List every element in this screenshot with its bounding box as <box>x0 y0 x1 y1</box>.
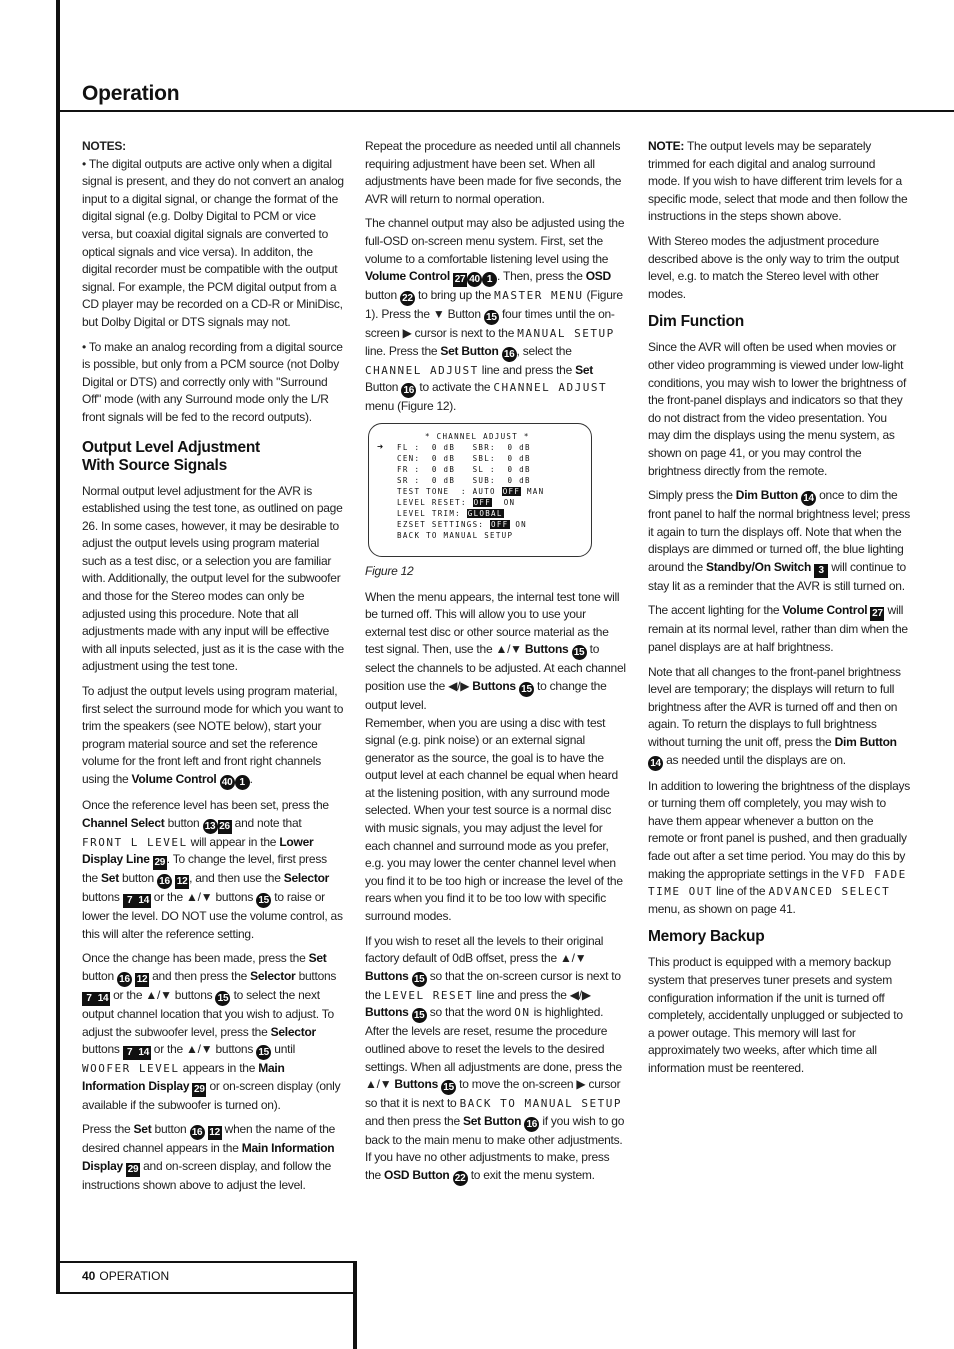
menu-line: EZSET SETTINGS: OFF ON <box>397 519 527 529</box>
paragraph: Press the Set button 16 12 when the name of the desired channel appears in the Main Information Display 29 and on-screen display, and follow the instructions shown above to adjust the level. <box>82 1122 336 1192</box>
ref-badge: 16 <box>117 972 132 987</box>
menu-line: CEN: 0 dB SBL: 0 dB <box>397 453 531 463</box>
ref-badge: 15 <box>256 893 271 908</box>
menu-cursor-arrow-icon: ➜ <box>377 441 385 453</box>
ref-badge: 15 <box>441 1080 456 1095</box>
paragraph: To adjust the output levels using program material, first select the surround mode for which you want to trim the speakers (see NOTE below), start your program material source and set the reference volume for the front left and front right channels using the Volume Control 40 1 . <box>82 684 344 788</box>
ref-box: 29 <box>127 1163 139 1175</box>
top-left-rule <box>56 0 60 112</box>
ref-badge: 1 <box>235 775 250 790</box>
paragraph: With Stereo modes the adjustment procedure described above is the only way to trim the output level, e.g. to match the Stereo level with other modes. <box>648 233 899 301</box>
ref-box: 14 <box>138 1047 150 1059</box>
ref-box: 12 <box>176 876 188 888</box>
paragraph: The channel output may also be adjusted using the full-OSD on-screen menu system. First, set the volume to a comfortable listening level using the Volume Control 27 40 1 . Then, press the OSD button 22 to bring up the MASTER MENU (Figure 1). Press the ▼ Button 15 four times until the on-screen ▶ cursor is next to the MANUAL SETUP line. Press the Set Button 16 , select the CHANNEL ADJUST line and press the Set Button 16 to activate the CHANNEL ADJUST menu (Figure 12). <box>365 216 625 414</box>
paragraph: If you wish to reset all the levels to their original factory default of 0dB offset, press the ▲/▼ Buttons 15 so that the on-screen cursor is next to the LEVEL RESET line and press the ◀/▶ Buttons 15 so that the word ON is highlighted. After the levels are reset, resume the procedure outlined above to reset the levels to the desired settings. When all adjustments are done, press the ▲/▼ Buttons 15 to move the on-screen ▶ cursor so that it is next to BACK TO MANUAL SETUP and then press the Set Button 16 if you wish to go back to the main menu to make other adjustments. If you have no other adjustments to make, press the OSD Button 22 to exit the menu system. <box>365 933 625 1184</box>
footer-section: OPERATION <box>99 1269 170 1283</box>
page-footer <box>82 1269 169 1283</box>
page-number: 40 <box>82 1269 96 1283</box>
paragraph: Once the reference level has been set, press the Channel Select button 13 26 and note that FRONT L LEVEL will appear in the Lower Display Line 29 . To change the level, first press the Set button 16 12 , and then use the Selector buttons 7 14 or the ▲/▼ buttons 15 to raise or lower the level. DO NOT use the volume control, as this will alter the reference setting. <box>82 798 343 941</box>
ref-badge: 15 <box>572 645 587 660</box>
section-heading-output-level: Output Level Adjustment With Source Signals <box>82 438 260 474</box>
menu-line: TEST TONE : AUTO OFF MAN <box>397 486 545 496</box>
page-title: Operation <box>82 82 180 105</box>
footer-rule-top <box>56 1261 356 1263</box>
ref-badge: 16 <box>190 1125 205 1140</box>
menu-line: LEVEL TRIM: GLOBAL <box>397 508 503 518</box>
paragraph: When the menu appears, the internal test tone will be turned off. This will allow you to use your external test disc or other source material as the test signal. Then, use the ▲/▼ Buttons 15 to select the channels to be adjusted. At each channel position use the ◀/▶ Buttons 15 to change the output level. <box>365 589 626 712</box>
ref-badge: 16 <box>524 1117 539 1132</box>
ref-badge: 15 <box>412 972 427 987</box>
column-3 <box>648 138 910 1085</box>
paragraph: Once the change has been made, press the Set button 16 12 and then press the Selector buttons 7 14 or the ▲/▼ buttons 15 to select the next output channel location that you wish to adjust. To adjust the subwoofer level, press the Selector buttons 7 14 or the ▲/▼ buttons 15 until WOOFER LEVEL appears in the Main Information Display 29 or on-screen display (only available if the subwoofer is turned on). <box>82 951 341 1112</box>
ref-badge: 16 <box>502 347 517 362</box>
ref-badge: 22 <box>453 1171 468 1186</box>
ref-badge: 1 <box>482 272 497 287</box>
ref-badge: 15 <box>412 1008 427 1023</box>
ref-box: 3 <box>814 564 828 578</box>
ref-box: 27 <box>872 608 883 620</box>
note-1: • The digital outputs are active only when a digital signal is present, and they do not convert an analog input to a digital signal, or change the format of the digital signal (e.g. Dolby Digital to PCM or vice versa, but coaxial digital signals are converted to optical signals and vice versa). In additon, the digital recorder must be compatible with the output signal. For example, the PCM digital output from a CD player may be recorded on a CD-R or MiniDisc, but Dolby Digital or DTS signals may not. <box>82 156 344 329</box>
ref-badge: 14 <box>648 756 663 771</box>
paragraph: Simply press the Dim Button 14 once to dim the front panel to half the normal brightness level; press it again to turn the displays off. Note that when the displays are dimmed or turned off, the blue lighting around the Standby/On Switch 3 will continue to stay lit as a reminder that the AVR is still turned on. <box>648 488 910 593</box>
menu-line: SR : 0 dB SUB: 0 dB <box>397 475 531 485</box>
ref-box: 7 <box>123 894 137 908</box>
ref-badge: 40 <box>467 272 482 287</box>
paragraph: The accent lighting for the Volume Control 27 will remain at its normal level, rather than dim when the panel displays are at half brightness. <box>648 603 908 655</box>
ref-box: 12 <box>209 1127 220 1139</box>
ref-badge: 40 <box>220 775 235 790</box>
note-2: • To make an analog recording from a digital source is possible, but only from a PCM source (not Dolby Digital or DTS) and correctly only with "Surround Off" mode (with any Surround mode only the L/R front signals will be fed to the record outputs). <box>82 339 343 424</box>
section-heading-memory-backup: Memory Backup <box>648 928 765 946</box>
ref-badge: 15 <box>519 682 534 697</box>
ref-badge: 15 <box>256 1045 271 1060</box>
menu-line: FL : 0 dB SBR: 0 dB <box>397 442 531 452</box>
header-rule <box>56 110 954 112</box>
footer-rule-bottom <box>56 1292 356 1294</box>
ref-box: 26 <box>219 820 230 832</box>
paragraph: Remember, when you are using a disc with test signal (e.g. pink noise) or an external signal generator as the source, the goal is to have the output level at each channel be equal when heard at the listening position, with any surround mode selected. When your test source is a normal disc with music signals, you may adjust the level for each channel and surround mode as you prefer, e.g. you may lower the center channel level when you find it to be too high or increase the level of the rears when you find it to be too low with specific surround modes. <box>365 715 623 924</box>
menu-line: BACK TO MANUAL SETUP <box>397 530 514 540</box>
ref-box: 7 <box>82 992 96 1006</box>
ref-box: 29 <box>194 1083 205 1095</box>
section-heading-dim-function: Dim Function <box>648 313 745 331</box>
ref-box: 27 <box>454 274 466 286</box>
column-1 <box>82 138 344 1202</box>
ref-badge: 15 <box>215 991 230 1006</box>
ref-box: 7 <box>123 1046 137 1060</box>
ref-badge: 15 <box>484 310 499 325</box>
left-margin-rule <box>56 112 60 1294</box>
ref-box: 12 <box>136 973 148 985</box>
ref-badge: 13 <box>203 819 218 834</box>
ref-box: 14 <box>97 992 109 1004</box>
ref-badge: 16 <box>157 874 172 889</box>
ref-badge: 14 <box>801 491 816 506</box>
footer-vertical-rule <box>353 1261 357 1349</box>
paragraph: NOTE: The output levels may be separately trimmed for each digital and analog surround mode. If you wish to have different trim levels for a specific mode, select that mode and then follow the instructions in the steps shown above. <box>648 139 908 224</box>
ref-box: 29 <box>154 857 166 869</box>
paragraph: Note that all changes to the front-panel brightness level are temporary; the displays will return to full brightness after the AVR is turned off and then on again. To return the displays to full brightness without turning the unit off, press the Dim Button 14 as needed until the displays are on. <box>648 664 901 769</box>
paragraph: Since the AVR will often be used when movies or other video programming is viewed under low-light conditions, you may wish to lower the brightness of the front-panel displays and indicators so that they do not distract from the video presentation. You may dim the displays using the menu system, as shown on page 41, or you may control the brightness directly from the remote. <box>648 340 907 478</box>
paragraph: In addition to lowering the brightness of the displays or turning them off completely, you may wish to have them appear whenever a button on the remote or front panel is pushed, and then gradually fade out after a set time period. You may do this by making the appropriate settings in the VFD FADE TIME OUT line of the ADVANCED SELECT menu, as shown on page 41. <box>648 778 911 916</box>
figure-caption: Figure 12 <box>365 563 414 578</box>
menu-line: FR : 0 dB SL : 0 dB <box>397 464 531 474</box>
notes-heading: NOTES: <box>82 139 126 153</box>
column-2 <box>365 138 627 1193</box>
paragraph: Normal output level adjustment for the AVR is established using the test tone, as outlined on page 26. In some cases, however, it may be desirable to adjust the output levels using program material such as a test disc, or a selection you are familiar with. Additionally, the output level for the subwoofer and those for the Stereo modes can only be adjusted using this procedure. Note that all adjustments made with any input will be effective with all inputs selected, just as it is the case with the adjustment using the test tone. <box>82 483 344 674</box>
paragraph: Repeat the procedure as needed until all channels requiring adjustment have been set. When all adjustments have been made for five seconds, the AVR will return to normal operation. <box>365 139 622 206</box>
ref-box: 14 <box>138 895 150 907</box>
paragraph: This product is equipped with a memory backup system that preserves tuner presets and system configuration information if the unit is turned off completely, accidentally unplugged or subjected to a power outage. This memory will last for approximately two weeks, after which time all information must be reentered. <box>648 955 903 1075</box>
ref-badge: 22 <box>400 291 415 306</box>
ref-badge: 16 <box>401 383 416 398</box>
menu-title: * CHANNEL ADJUST * <box>425 431 530 441</box>
menu-line: LEVEL RESET: OFF ON <box>397 497 516 507</box>
channel-adjust-menu-figure <box>368 423 592 557</box>
